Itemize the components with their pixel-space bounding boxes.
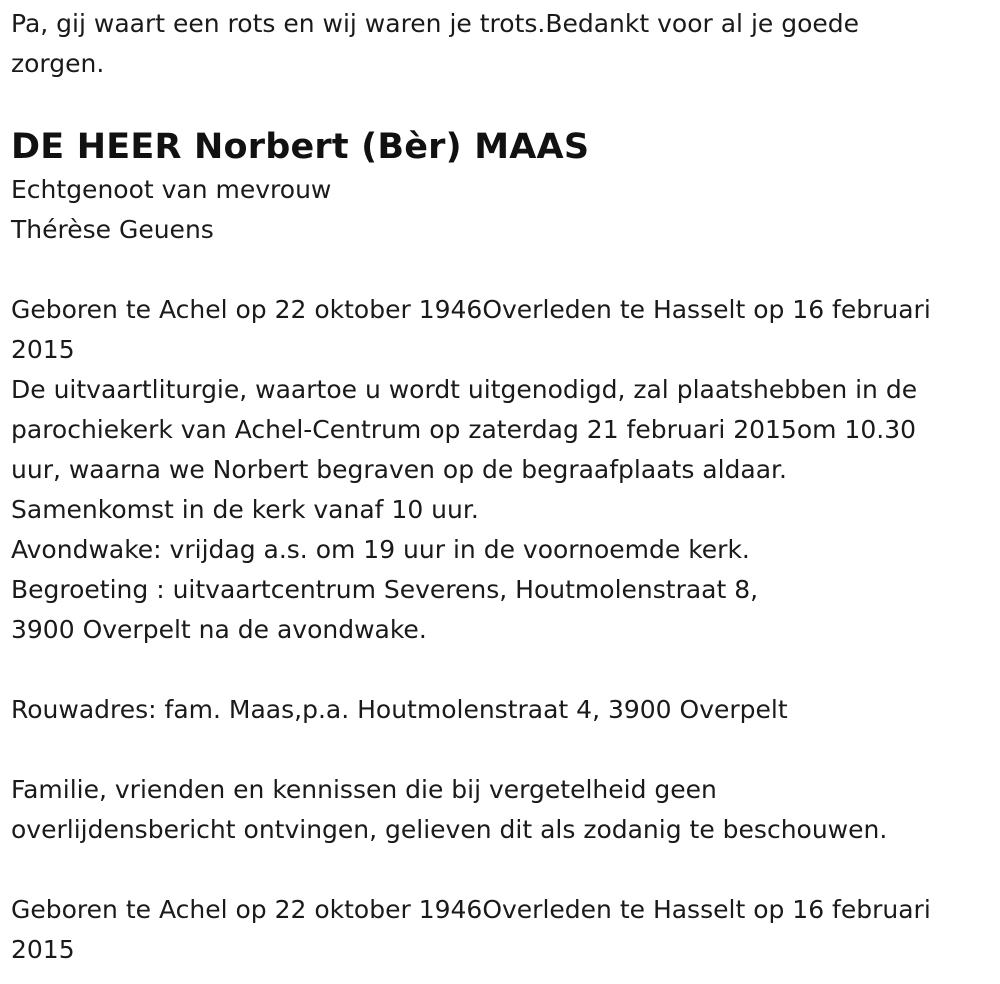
family-notice-line: Familie, vrienden en kennissen die bij vergetelheid geen bbox=[11, 775, 717, 804]
birth-death-line: 2015 bbox=[11, 335, 75, 364]
ceremony-info bbox=[11, 370, 991, 650]
ceremony-line: Avondwake: vrijdag a.s. om 19 uur in de voornoemde kerk. bbox=[11, 535, 750, 564]
spouse-info-line: Echtgenoot van mevrouw bbox=[11, 175, 332, 204]
intro-verse-line: Pa, gij waart een rots en wij waren je trots.Bedankt voor al je goede bbox=[11, 9, 860, 38]
spouse-info bbox=[11, 170, 991, 250]
mourning-address-line: Rouwadres: fam. Maas,p.a. Houtmolenstraat 4, 3900 Overpelt bbox=[11, 695, 788, 724]
ceremony-line: Samenkomst in de kerk vanaf 10 uur. bbox=[11, 495, 479, 524]
birth-death-line: 2015 bbox=[11, 935, 75, 964]
paragraph-gap bbox=[11, 730, 991, 770]
family-notice-line: overlijdensbericht ontvingen, gelieven dit als zodanig te beschouwen. bbox=[11, 815, 888, 844]
spouse-info-line: Thérèse Geuens bbox=[11, 215, 214, 244]
ceremony-line: parochiekerk van Achel-Centrum op zaterdag 21 februari 2015om 10.30 bbox=[11, 415, 917, 444]
intro-verse bbox=[11, 4, 991, 84]
obituary-document bbox=[11, 4, 991, 970]
birth-death-line: Geboren te Achel op 22 oktober 1946Overleden te Hasselt op 16 februari bbox=[11, 295, 931, 324]
deceased-name-heading: DE HEER Norbert (Bèr) MAAS bbox=[11, 127, 590, 167]
mourning-address bbox=[11, 690, 991, 730]
paragraph-gap bbox=[11, 250, 991, 290]
birth-death-info bbox=[11, 290, 991, 370]
intro-verse-line: zorgen. bbox=[11, 49, 105, 78]
ceremony-line: uur, waarna we Norbert begraven op de begraafplaats aldaar. bbox=[11, 455, 787, 484]
ceremony-line: De uitvaartliturgie, waartoe u wordt uitgenodigd, zal plaatshebben in de bbox=[11, 375, 918, 404]
ceremony-line: Begroeting : uitvaartcentrum Severens, Houtmolenstraat 8, bbox=[11, 575, 759, 604]
birth-death-line: Geboren te Achel op 22 oktober 1946Overleden te Hasselt op 16 februari bbox=[11, 895, 931, 924]
paragraph-gap bbox=[11, 850, 991, 890]
paragraph-gap bbox=[11, 650, 991, 690]
ceremony-line: 3900 Overpelt na de avondwake. bbox=[11, 615, 427, 644]
family-notice bbox=[11, 770, 991, 850]
birth-death-info-repeat bbox=[11, 890, 991, 970]
